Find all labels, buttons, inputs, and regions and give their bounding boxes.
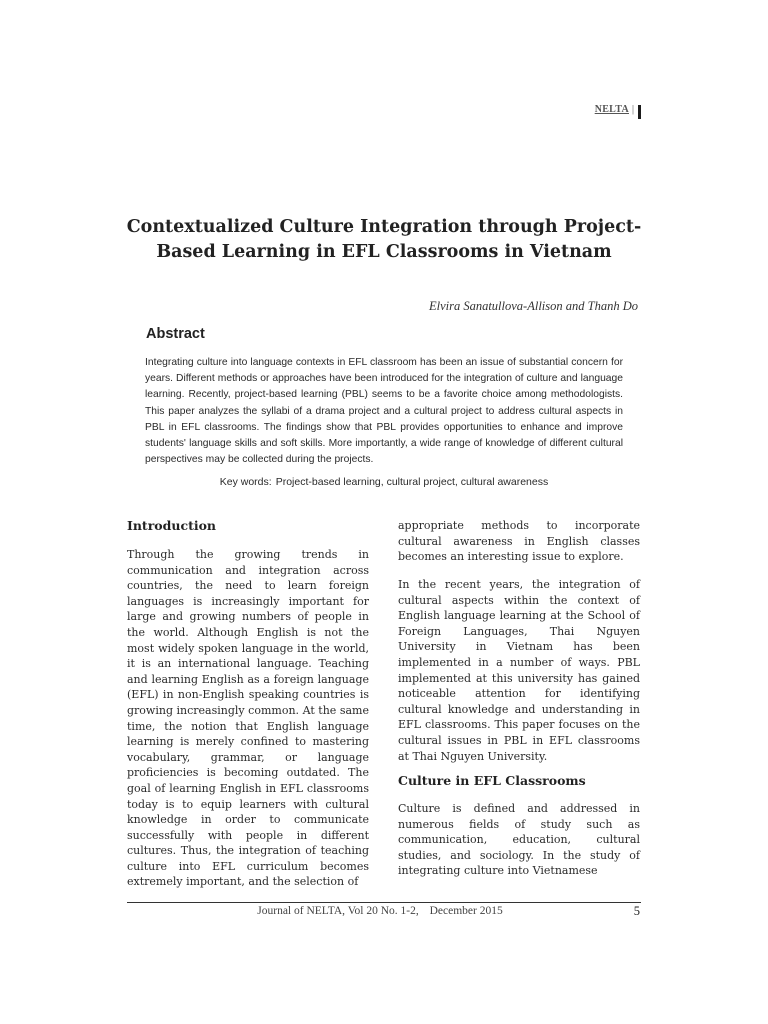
footer-journal-volume: Journal of NELTA, Vol 20 No. 1-2,	[257, 905, 419, 917]
introduction-paragraph: Through the growing trends in communication and integration across countries, the need to learn foreign languages is increasingly important for large and growing numbers of people in the world. Although English is not the most widely spoken language in the world, it is an international language. Teaching and learning English as a foreign language (EFL) in non-English speaking countries is growing increasingly common. At the same time, the notion that English language learning is merely confined to mastering vocabulary, grammar, or language proficiencies is becoming outdated. The goal of learning English in EFL classrooms today is to equip learners with cultural knowledge in order to communicate successfully with people in different cultures. Thus, the integration of teaching culture into EFL curriculum becomes extremely important, and the selection of	[127, 548, 369, 889]
abstract-body: Integrating culture into language contexts in EFL classroom has been an issue of substantial concern for years. Different methods or approaches have been introduced for the integration of culture and language learning. Recently, project-based learning (PBL) seems to be a favorite choice among methodologists. This paper analyzes the syllabi of a drama project and a cultural project to address cultural aspects in PBL in EFL classrooms. The findings show that PBL provides opportunities to enhance and improve students' language skills and soft skills. More importantly, a wide range of knowledge of different cultural perspectives may be collected during the projects.	[145, 357, 623, 466]
footer-journal	[200, 905, 560, 917]
running-header-separator: |	[631, 104, 634, 115]
keywords-label: Key words:	[219, 476, 272, 488]
introduction-heading: Introduction	[127, 518, 217, 533]
authors: Elvira Sanatullova-Allison and Thanh Do	[428, 299, 638, 313]
footer-rule	[127, 902, 641, 903]
running-header-bar	[638, 105, 641, 119]
running-header-journal: NELTA	[594, 104, 629, 115]
culture-paragraph: Culture is defined and addressed in numerous fields of study such as communication, education, cultural studies, and sociology. In the study of integrating culture into Vietnamese	[398, 802, 640, 878]
keywords	[145, 476, 623, 488]
footer-date: December 2015	[429, 905, 503, 917]
running-header	[560, 104, 642, 120]
abstract-heading: Abstract	[146, 326, 205, 342]
introduction-paragraph-2: In the recent years, the integration of cultural aspects within the context of English language learning at the School of Foreign Languages, Thai Nguyen University in Vietnam has been implemented in a number of ways. PBL implemented at this university has gained noticeable attention for identifying cultural knowledge and understanding in EFL classrooms. This paper focuses on the cultural issues in PBL in EFL classrooms at Thai Nguyen University.	[398, 578, 640, 763]
paper-title: Contextualized Culture Integration through Project-Based Learning in EFL Classrooms in Vietnam	[126, 217, 642, 262]
page-number: 5	[633, 904, 640, 918]
culture-section-heading: Culture in EFL Classrooms	[398, 773, 586, 788]
keywords-list: Project-based learning, cultural project, cultural awareness	[275, 476, 549, 488]
introduction-continuation: appropriate methods to incorporate cultural awareness in English classes becomes an interesting issue to explore.	[398, 519, 640, 564]
